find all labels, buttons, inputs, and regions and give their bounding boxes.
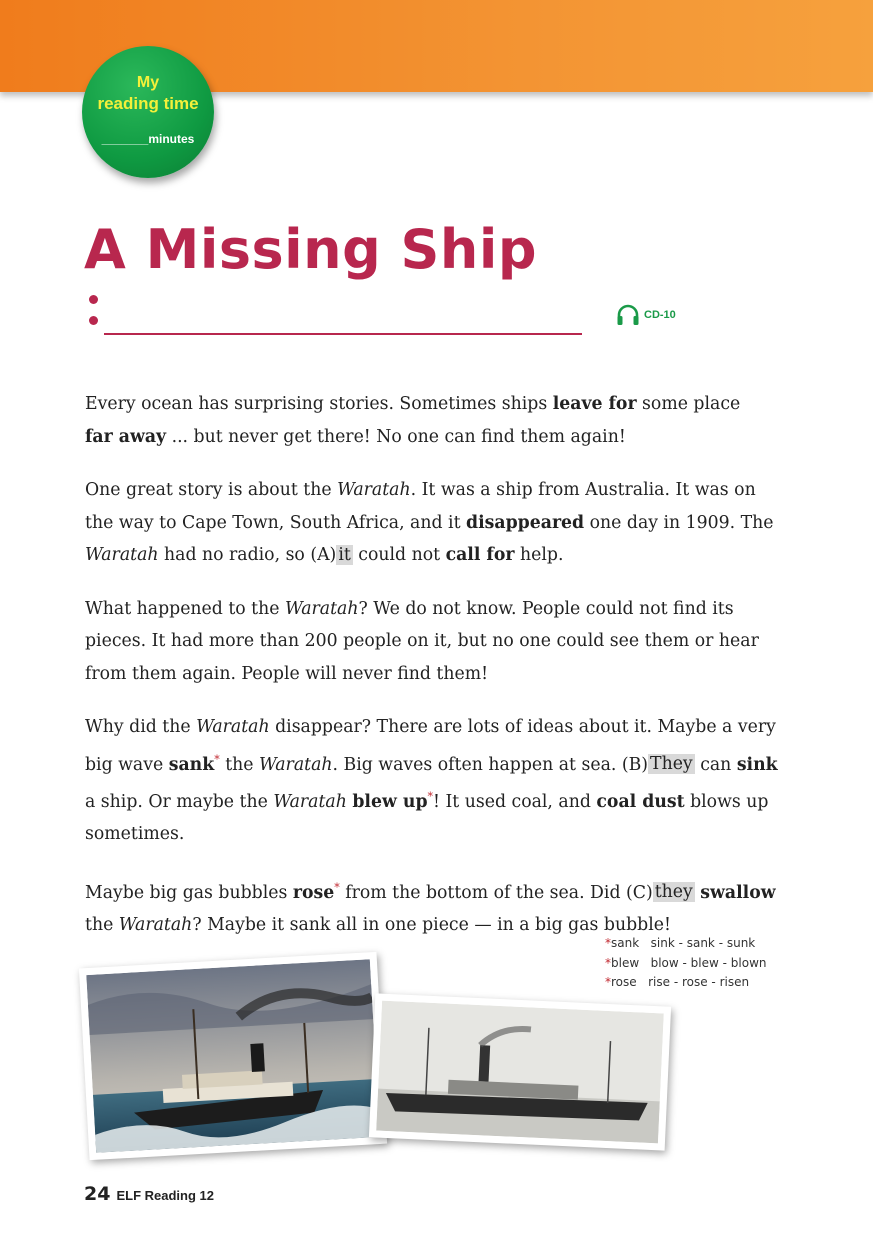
highlight-a: it <box>338 545 351 565</box>
paragraph-2: One great story is about the Waratah. It was a ship from Australia. It was on the way to Cape Town, South Africa, and it disappeared one day in 1909. The Waratah had no radio, so (A) it could not call for help. <box>85 480 774 565</box>
badge-my: My <box>136 74 160 91</box>
highlight-c: they <box>654 882 693 903</box>
highlight-b: They <box>650 754 693 775</box>
glossary-item: *rose rise - rose - risen <box>605 975 750 989</box>
paragraph-1: Every ocean has surprising stories. Sometimes ships leave for some place far away ... but never get there! No one can find them again! <box>85 394 741 447</box>
headphones-icon <box>616 304 640 326</box>
page-number: 24 <box>84 1183 111 1205</box>
book-title: ELF Reading 12 <box>116 1188 214 1203</box>
story-text <box>85 388 785 962</box>
answer-blank-line <box>104 333 582 335</box>
page-footer <box>84 1183 214 1205</box>
paragraph-5: Maybe big gas bubbles rose* from the bottom of the sea. Did (C) they swallow the Waratah? Maybe it sank all in one piece — in a big gas bubble! <box>85 880 776 935</box>
colon-marker <box>89 295 99 329</box>
badge-minutes: _______minutes <box>101 132 195 146</box>
glossary <box>605 934 767 993</box>
paragraph-4: Why did the Waratah disappear? There are lots of ideas about it. Maybe a very big wave sank* the Waratah. Big waves often happen at sea. (B) They can sink a ship. Or maybe the Waratah blew up*! It used coal, and coal dust blows up sometimes. <box>85 717 778 845</box>
reading-time-badge <box>82 46 214 178</box>
cd-track <box>616 304 676 326</box>
cd-label: CD-10 <box>644 309 676 321</box>
ship-photograph <box>369 993 671 1150</box>
glossary-item: *sank sink - sank - sunk <box>605 936 756 950</box>
page-title: A Missing Ship <box>84 218 538 281</box>
paragraph-3: What happened to the Waratah? We do not know. People could not find its pieces. It had more than 200 people on it, but no one could see them or hear from them again. People will never find them! <box>85 598 759 684</box>
glossary-item: *blew blow - blew - blown <box>605 955 767 970</box>
badge-reading-time: reading time <box>97 94 199 113</box>
ship-painting-photo <box>79 952 387 1160</box>
